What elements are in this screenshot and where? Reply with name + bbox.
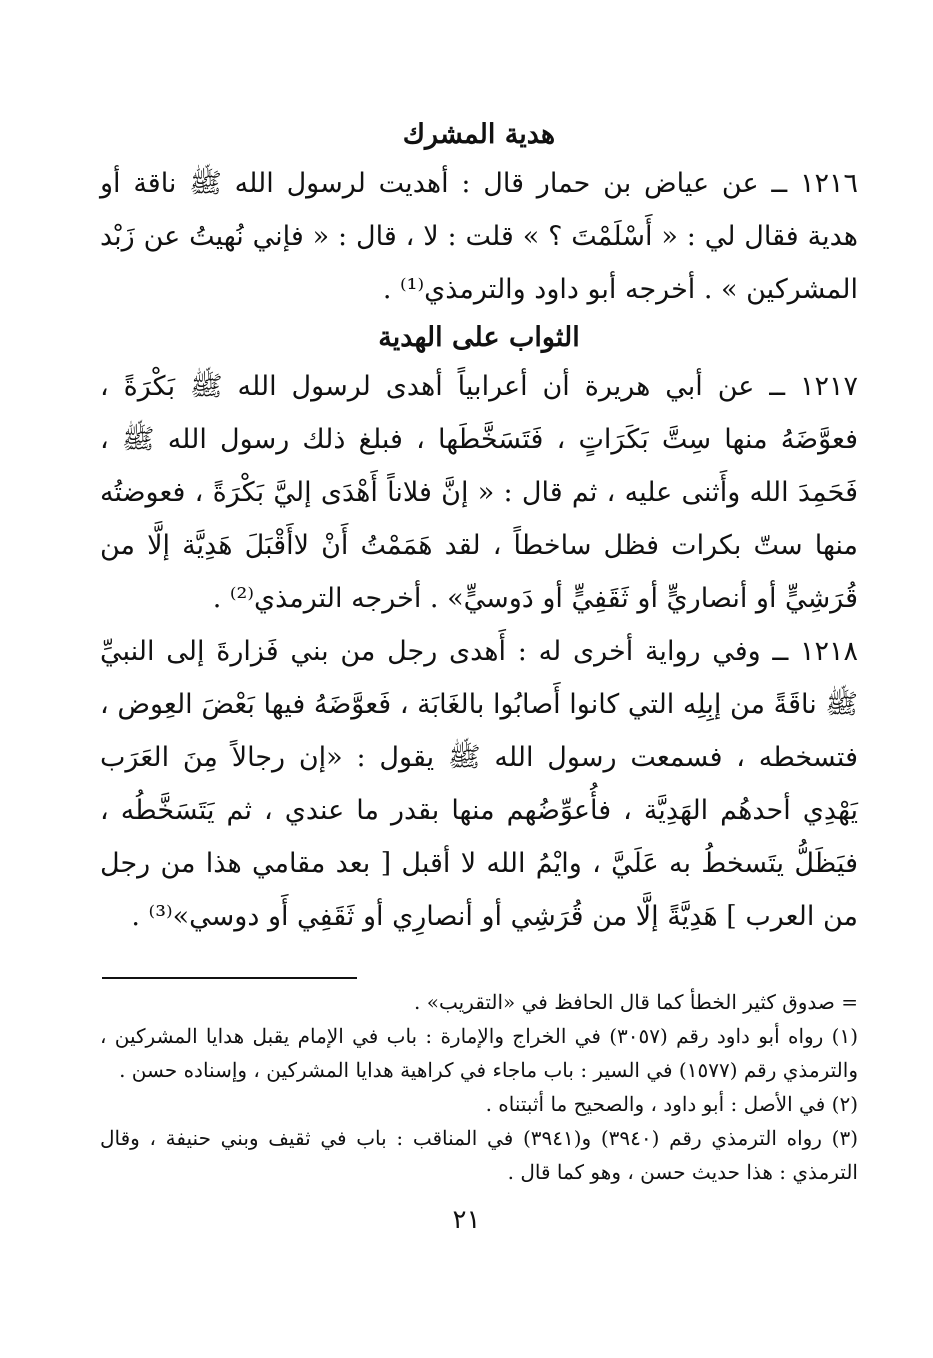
hadith-1216: ١٢١٦ ــ عن عياض بن حمار قال : أهديت لرسول الله ﷺ ناقة أو هدية فقال لي : « أَسْلَمْتَ ؟ » قلت : لا ، قال : « فإني نُهيتُ عن زَبْد المشركين » . أخرجه أبو داود والترمذي⁽¹⁾ . [100, 168, 858, 305]
footnote-1: (١) رواه أبو داود رقم (٣٠٥٧) في الخراج والإمارة : باب في الإمام يقبل هدايا المشركين ، والترمذي رقم (١٥٧٧) في السير : باب ماجاء في كراهية هدايا المشركين ، وإسناده حسن . [100, 1024, 858, 1082]
footnotes [100, 985, 858, 1189]
hadith-1217: ١٢١٧ ــ عن أبي هريرة أن أعرابياً أهدى لرسول الله ﷺ بَكْرَةً ، فعوَّضَهُ منها سِتَّ بَكَرَاتٍ ، فَتَسَخَّطَها ، فبلغ ذلك رسول الله ﷺ ، فَحَمِدَ الله وأَثنى عليه ، ثم قال : « إنَّ فلاناً أَهْدَى إليَّ بَكْرَةً ، فعوضتُه منها ستّ بكرات فظل ساخطاً ، لقد هَمَمْتُ أَنْ لاأَقْبَلَ هَدِيَّة إلَّا من قُرَشِيٍّ أو أنصاريٍّ أو ثَقَفِيٍّ أو دَوسيٍّ» . أخرجه الترمذي⁽²⁾ . [100, 371, 858, 614]
section-heading-reward-for-gift: الثواب على الهدية [378, 322, 580, 353]
page-number: ٢١ [452, 1205, 481, 1235]
footnote-3: (٣) رواه الترمذي رقم (٣٩٤٠) و(٣٩٤١) في المناقب : باب في ثقيف وبني حنيفة ، وقال الترمذي : هذا حديث حسن ، وهو كما قال . [100, 1126, 858, 1184]
footnote-divider [102, 977, 357, 979]
hadith-1218: ١٢١٨ ــ وفي رواية أخرى له : أَهدى رجل من بني فَزارةَ إلى النبيِّ ﷺ ناقَةً من إبِلِه التي كانوا أَصابُوا بالغَابَة ، فَعوَّضَهُ فيها بَعْضَ العِوض ، فتسخطه ، فسمعت رسول الله ﷺ يقول : «إن رجالاً مِنَ العَرَب يَهْدِي أحدهُم الهَدِيَّة ، فأُعوِّضُهم منها بقدر ما عندي ، ثم يَتَسَخَّطُه ، فيَظَلُّ يتَسخطُ به عَلَيَّ ، وايْمُ الله لا أقبل [ بعد مقامي هذا من رجل من العرب ] هَدِيَّةً إلَّا من قُرَشِي أو أنصارِي أو ثَقَفِي أَو دوسي»⁽³⁾ . [100, 636, 858, 932]
footnote-2: (٢) في الأصل : أبو داود ، والصحيح ما أثبتناه . [485, 1092, 858, 1116]
footnote-continued: = صدوق كثير الخطأ كما قال الحافظ في «التقريب» . [414, 990, 858, 1014]
section-heading-gift-of-polytheist: هدية المشرك [402, 119, 556, 150]
